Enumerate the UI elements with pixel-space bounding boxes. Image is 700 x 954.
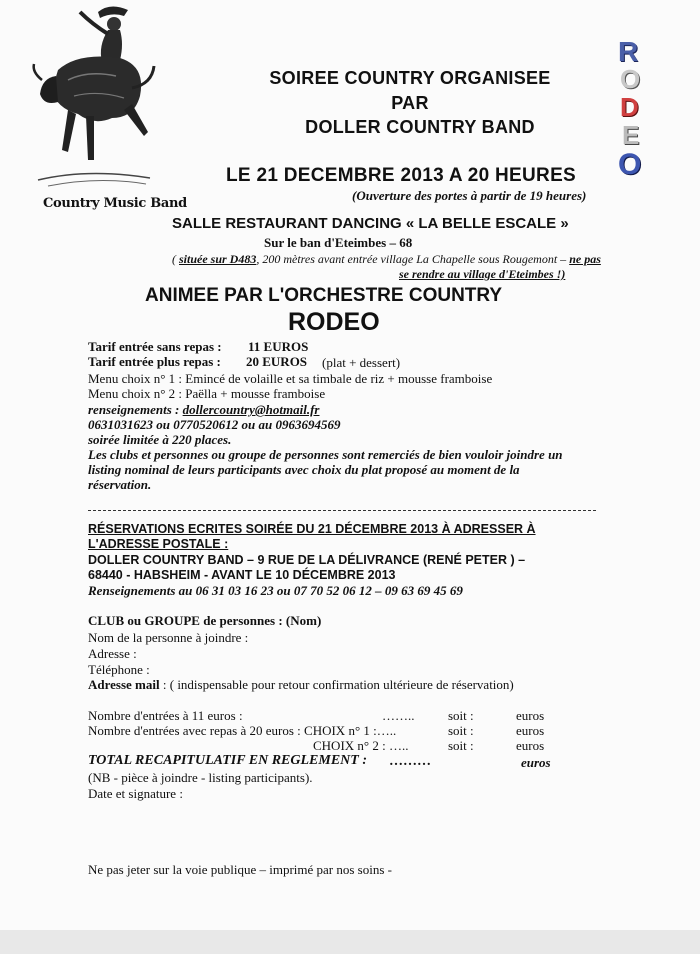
title-line-2: PAR	[391, 93, 429, 113]
clubs-note-3: réservation.	[88, 477, 152, 492]
entries-count-field[interactable]: ……..	[382, 708, 415, 723]
meal-choice-2-label: CHOIX n° 2 : …..	[313, 738, 409, 753]
entries-label: Nombre d'entrées à 11 euros :	[88, 708, 243, 723]
venue-location-line-1	[172, 252, 601, 267]
entries-euros: euros	[516, 708, 545, 723]
capacity-limit: soirée limitée à 220 places.	[88, 432, 232, 447]
price-meal-note: (plat + dessert)	[322, 355, 401, 370]
meal-choice-1-label: Nombre d'entrées avec repas à 20 euros : CHOIX n° 1 :…..	[88, 723, 397, 738]
venue-location-line-2: se rendre au village d'Eteimbes !)	[399, 267, 566, 281]
total-label: TOTAL RECAPITULATIF EN REGLEMENT :	[88, 753, 368, 768]
venue-warning: ne pas	[569, 252, 601, 266]
rodeo-letter-e: E	[622, 120, 640, 150]
title-line-3: DOLLER COUNTRY BAND	[305, 117, 535, 137]
event-date: LE 21 DECEMBRE 2013 A 20 HEURES	[226, 165, 577, 186]
info-label: renseignements :	[88, 402, 183, 417]
title-line-1: SOIREE COUNTRY ORGANISEE	[269, 68, 551, 88]
nb-note: (NB - pièce à joindre - listing participants).	[88, 770, 313, 785]
cut-line-divider	[88, 510, 596, 511]
club-name-label: CLUB ou GROUPE de personnes : (Nom)	[88, 613, 322, 628]
doors-open: (Ouverture des portes à partir de 19 heures)	[352, 188, 587, 203]
email-label-line	[88, 677, 514, 693]
scan-bottom-edge	[0, 930, 700, 954]
clubs-note-2: listing nominal de leurs participants avec choix du plat proposé au moment de la	[88, 462, 520, 477]
info-phones: 0631031623 ou 0770520612 ou au 0963694569	[88, 417, 341, 432]
phone-label: Téléphone :	[88, 662, 150, 677]
info-line	[88, 402, 319, 418]
reservation-title-2: L'ADRESSE POSTALE :	[88, 537, 229, 551]
meal-choice-2-euros: euros	[516, 738, 545, 753]
entries-soit: soit :	[448, 708, 474, 723]
price-no-meal-value: 11 EUROS	[248, 339, 309, 354]
band-line-1: ANIMEE PAR L'ORCHESTRE COUNTRY	[145, 285, 503, 306]
total-euros: euros	[521, 755, 551, 770]
logo-caption: Country Music Band	[43, 196, 187, 211]
venue-road: située sur D483	[179, 252, 257, 266]
info-email-link[interactable]: dollercountry@hotmail.fr	[182, 402, 320, 417]
bull-rider-logo	[28, 0, 158, 195]
reservation-title-1: RÉSERVATIONS ECRITES SOIRÉE DU 21 DÉCEMBRE 2013 À ADRESSER À	[88, 522, 536, 536]
price-meal-value: 20 EUROS	[246, 354, 308, 369]
footer-note: Ne pas jeter sur la voie publique – imprimé par nos soins -	[88, 862, 392, 877]
rodeo-logo	[612, 36, 660, 186]
postal-address-1: DOLLER COUNTRY BAND – 9 RUE DE LA DÉLIVRANCE (RENÉ PETER ) –	[88, 553, 526, 567]
venue-subtitle: Sur le ban d'Eteimbes – 68	[264, 235, 413, 250]
menu-choice-2: Menu choix n° 2 : Paëlla + mousse framboise	[88, 386, 326, 401]
postal-address-2: 68440 - HABSHEIM - AVANT LE 10 DÉCEMBRE 2013	[88, 568, 396, 582]
menu-choice-1: Menu choix n° 1 : Emincé de volaille et sa timbale de riz + mousse framboise	[88, 371, 493, 386]
band-line-2: RODEO	[288, 308, 380, 336]
email-label-note: : ( indispensable pour retour confirmation ultérieure de réservation)	[159, 677, 514, 692]
clubs-note-1: Les clubs et personnes ou groupe de personnes sont remerciés de bien vouloir joindre un	[88, 447, 563, 462]
rodeo-letter-d: D	[620, 92, 639, 122]
email-label: Adresse mail	[88, 677, 160, 692]
meal-choice-1-soit: soit :	[448, 723, 474, 738]
price-no-meal-label: Tarif entrée sans repas :	[88, 339, 222, 354]
venue-location-detail: , 200 mètres avant entrée village La Chapelle sous Rougemont –	[256, 252, 570, 266]
address-label: Adresse :	[88, 646, 137, 661]
price-meal-label: Tarif entrée plus repas :	[88, 354, 221, 369]
contact-name-label: Nom de la personne à joindre :	[88, 630, 249, 645]
venue-location-open: (	[172, 252, 179, 266]
total-field[interactable]: ………	[389, 754, 431, 769]
meal-choice-1-euros: euros	[516, 723, 545, 738]
rodeo-letter-o: O	[620, 64, 641, 94]
meal-choice-2-soit: soit :	[448, 738, 474, 753]
date-signature-label: Date et signature :	[88, 786, 183, 801]
venue-title: SALLE RESTAURANT DANCING « LA BELLE ESCALE »	[172, 215, 569, 232]
rodeo-letter-o2: O	[618, 148, 642, 181]
reservation-phones: Renseignements au 06 31 03 16 23 ou 07 70 52 06 12 – 09 63 69 45 69	[88, 583, 463, 598]
bull-rider-icon	[28, 0, 158, 195]
rodeo-letter-r: R	[618, 36, 639, 67]
